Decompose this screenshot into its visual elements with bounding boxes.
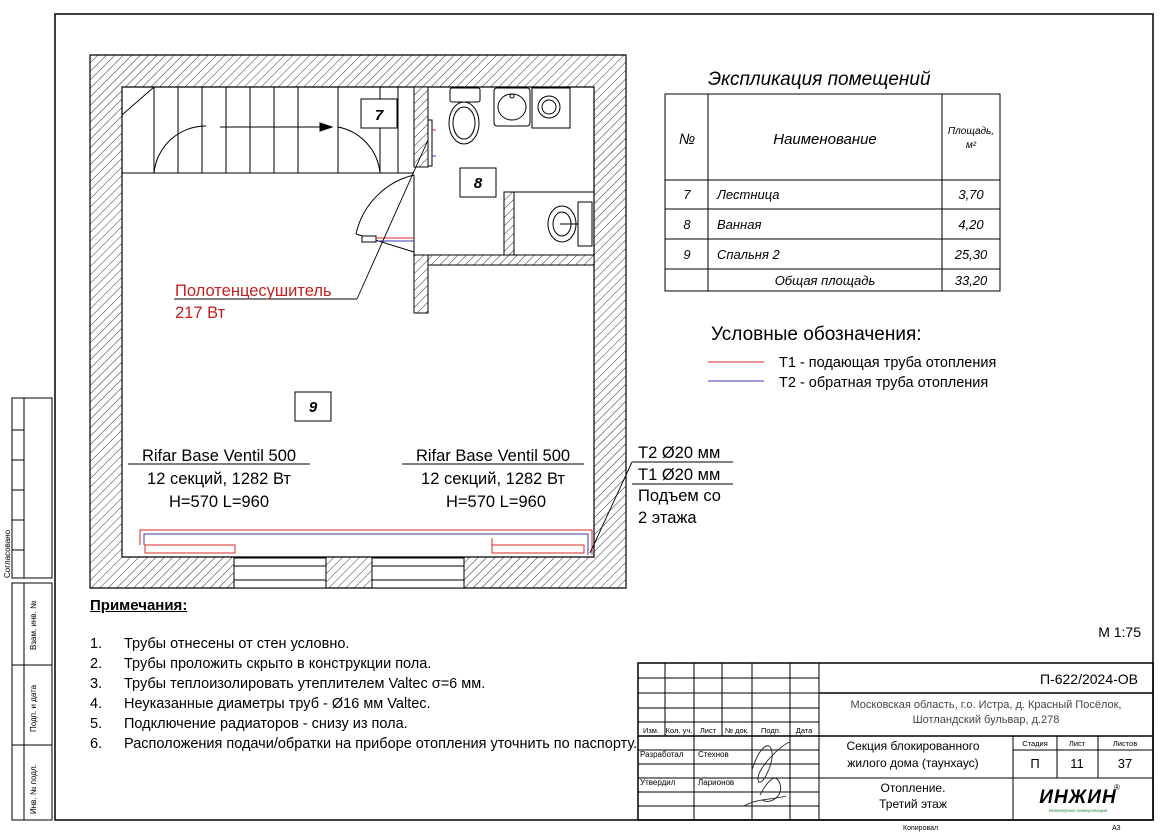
explication-col-name: Наименование	[773, 131, 877, 148]
explication-total-label: Общая площадь	[774, 273, 876, 288]
title-sheet: 11	[1070, 756, 1084, 771]
title-block	[638, 663, 1153, 832]
legend	[708, 324, 996, 391]
svg-text:ИНЖИН: ИНЖИН	[1039, 787, 1117, 808]
title-object-2: жилого дома (таунхаус)	[847, 756, 979, 770]
legend-title: Условные обозначения:	[711, 324, 922, 345]
explication-table	[665, 69, 1000, 291]
title-col-change: Изм.	[642, 726, 660, 735]
legend-t1-label: Т1 - подающая труба отопления	[779, 355, 997, 371]
floor-plan	[90, 55, 733, 588]
title-sheet-title-1: Отопление.	[880, 781, 946, 795]
title-stage: П	[1030, 756, 1040, 771]
radiator-right-model: Rifar Base Ventil 500	[415, 447, 571, 465]
explication-col-area-1: Площадь,	[947, 126, 995, 137]
title-role-dev: Разработал	[640, 750, 684, 759]
title-col-sheet: Лист	[699, 726, 717, 735]
note-item: 4. Неуказанные диаметры труб - Ø16 мм Valtec.	[90, 696, 431, 712]
title-address-1: Московская область, г.о. Истра, д. Красный Посёлок,	[850, 699, 1122, 711]
title-col-sign: Подп.	[761, 726, 781, 735]
title-sheet-header: Лист	[1068, 739, 1086, 748]
company-logo	[1039, 783, 1120, 813]
title-col-qty: Кол. уч.	[665, 726, 693, 735]
explication-col-area-2: м²	[965, 140, 977, 151]
riser-note-2: 2 этажа	[638, 509, 697, 527]
notes	[78, 596, 638, 754]
title-sheets-header: Листов	[1112, 739, 1138, 748]
svg-text:9: 9	[308, 399, 318, 416]
riser-t1-label: Т1 Ø20 мм	[638, 466, 721, 484]
radiator-left	[145, 545, 235, 553]
title-code: П-622/2024-ОВ	[1039, 671, 1138, 687]
legend-t2-label: Т2 - обратная труба отопления	[779, 375, 989, 391]
notes-title: Примечания:	[90, 597, 188, 614]
towel-heater-label: Полотенцесушитель	[175, 282, 332, 300]
note-item: 6. Расположения подачи/обратки на приборе отопления уточнить по паспорту.	[90, 736, 638, 752]
explication-row-num: 9	[683, 247, 691, 262]
sink	[494, 88, 530, 126]
title-format: А3	[1112, 825, 1121, 832]
explication-total-value: 33,20	[954, 273, 988, 288]
shower-fixture	[548, 202, 592, 246]
radiator-right-sections: 12 секций, 1282 Вт	[421, 470, 565, 488]
side-sign-date-label: Подп. и дата	[29, 684, 38, 732]
svg-text:8: 8	[473, 175, 483, 192]
note-item: 3. Трубы теплоизолировать утеплителем Valtec σ=6 мм.	[90, 676, 486, 692]
title-sheet-title-2: Третий этаж	[879, 797, 947, 811]
side-inv-orig-label: Инв. № подл.	[29, 764, 38, 814]
explication-row-area: 3,70	[958, 187, 984, 202]
explication-row-num: 7	[683, 187, 691, 202]
note-item: 1. Трубы отнесены от стен условно.	[90, 636, 350, 652]
room-tag-7	[361, 99, 397, 128]
bathroom-door	[356, 175, 414, 255]
explication-row-name: Ванная	[717, 217, 762, 232]
radiator-left-model: Rifar Base Ventil 500	[141, 447, 297, 465]
explication-row-area: 25,30	[954, 247, 988, 262]
room-tag-8	[460, 168, 496, 197]
title-col-date: Дата	[795, 726, 813, 735]
riser-t2-label: Т2 Ø20 мм	[638, 444, 721, 462]
washing-machine	[532, 88, 570, 128]
side-agreed-label: Согласовано	[3, 529, 12, 578]
scale-label: М 1:75	[1098, 624, 1141, 640]
radiator-left-dims: H=570 L=960	[168, 493, 270, 511]
explication-row-name: Спальня 2	[717, 247, 780, 262]
explication-row-area: 4,20	[958, 217, 984, 232]
towel-heater-power: 217 Вт	[175, 304, 226, 322]
explication-title: Экспликация помещений	[708, 69, 931, 90]
title-copied: Копировал	[903, 825, 939, 832]
title-col-doc: № док.	[724, 726, 750, 735]
title-name-dev: Стехнов	[698, 750, 729, 759]
title-role-appr: Утвердил	[640, 778, 676, 787]
explication-row-name: Лестница	[717, 187, 780, 202]
radiator-right-dims: H=570 L=960	[445, 493, 547, 511]
title-address-2: Шотландский бульвар, д.278	[912, 714, 1060, 726]
title-name-appr: Ларионов	[698, 778, 735, 787]
explication-row-num: 8	[683, 217, 691, 232]
svg-text:Инженерные коммуникации: Инженерные коммуникации	[1048, 808, 1108, 813]
riser-note-1: Подъем со	[638, 487, 721, 505]
title-sheets: 37	[1117, 756, 1133, 771]
side-stamp	[3, 398, 52, 820]
side-inv-replace-label: Взам. инв. №	[29, 600, 38, 650]
room-tag-9	[295, 392, 331, 421]
toilet	[449, 88, 480, 144]
radiator-left-sections: 12 секций, 1282 Вт	[147, 470, 291, 488]
title-stage-header: Стадия	[1022, 739, 1048, 748]
title-object-1: Секция блокированного	[846, 739, 980, 753]
signature	[744, 742, 790, 806]
radiator-right	[492, 545, 584, 553]
svg-text:7: 7	[374, 107, 384, 124]
svg-text:®: ®	[1114, 783, 1120, 792]
note-item: 2. Трубы проложить скрыто в конструкции пола.	[90, 656, 432, 672]
explication-col-num: №	[678, 131, 696, 148]
note-item: 5. Подключение радиаторов - снизу из пола.	[90, 716, 408, 732]
